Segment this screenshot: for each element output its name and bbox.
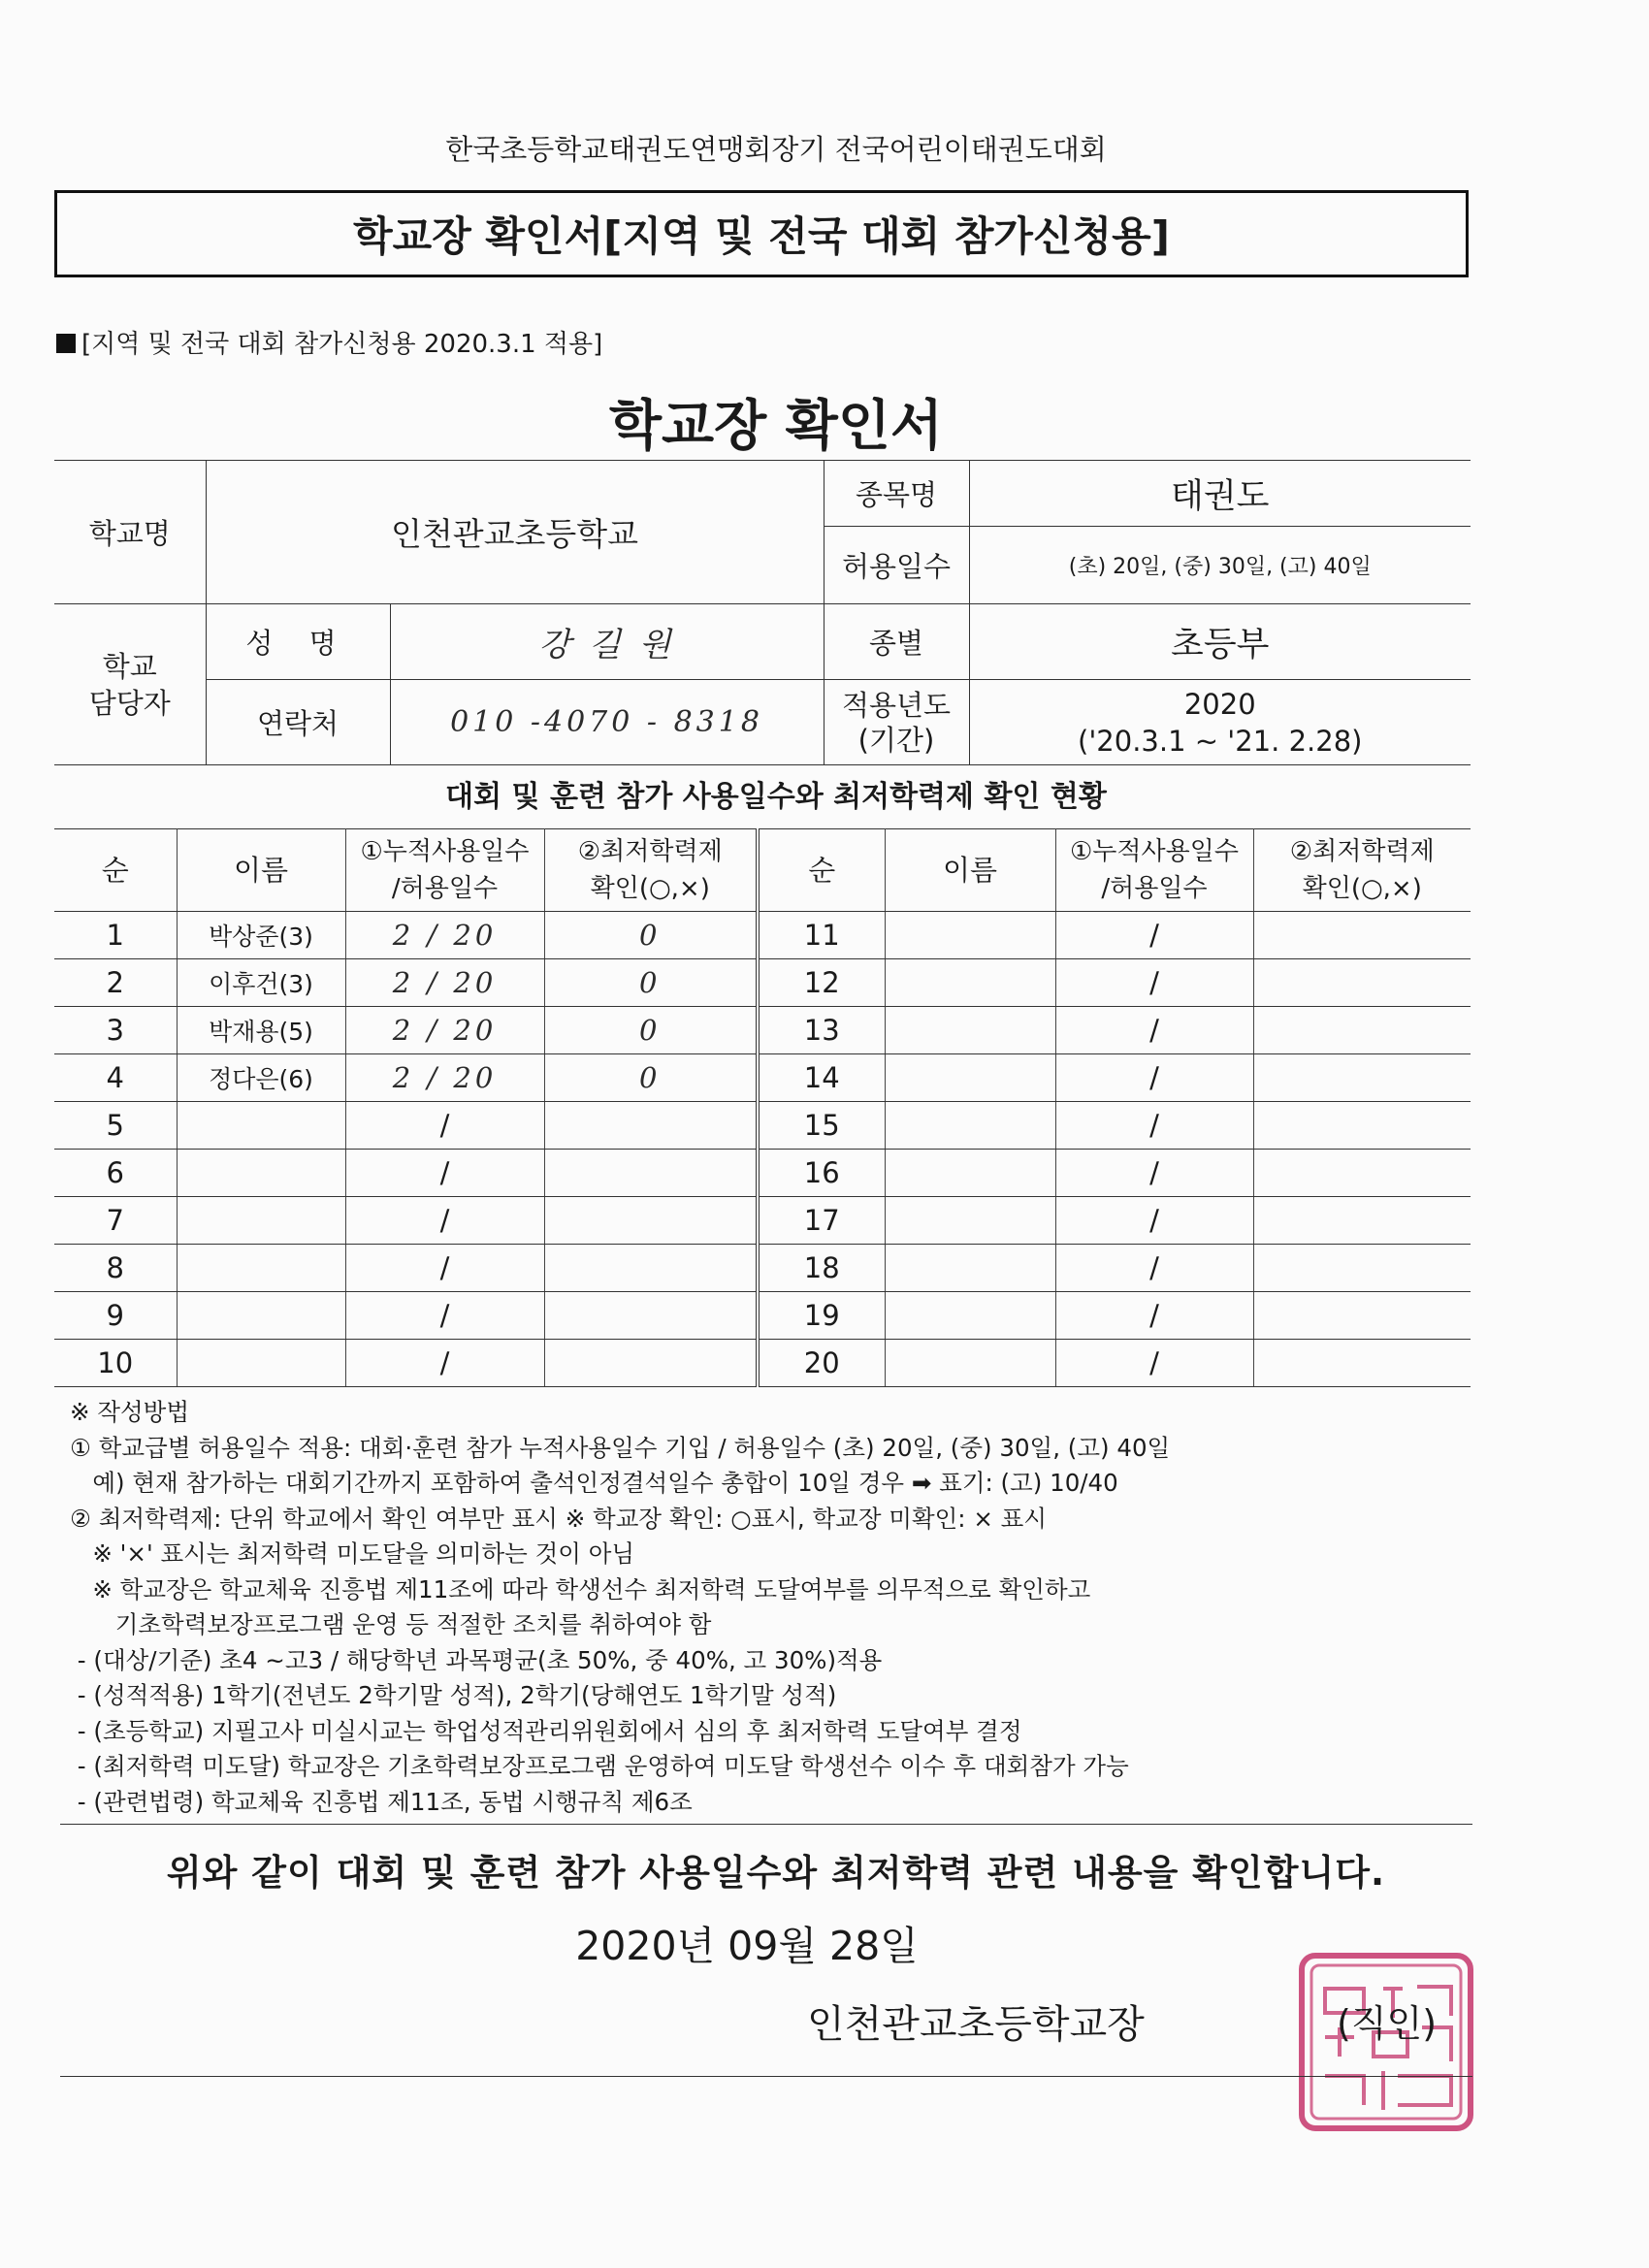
seal-label: (직인) <box>1337 2002 1438 2045</box>
table-row <box>54 959 1471 1007</box>
roster-name-cell <box>177 1150 345 1197</box>
roster-min-cell: 0 <box>544 912 758 959</box>
manager-label: 학교 담당자 <box>54 604 206 765</box>
allowed-days-label: 허용일수 <box>824 527 969 604</box>
page-title: 학교장 확인서 <box>608 395 944 458</box>
box-title: 학교장 확인서[지역 및 전국 대회 참가신청용] <box>353 212 1170 260</box>
roster-min-cell <box>1253 1340 1471 1387</box>
roster-name-cell: 정다은(6) <box>177 1054 345 1102</box>
instruction-line: ① 학교급별 허용일수 적용: 대회·훈련 참가 누적사용일수 기입 / 허용일수 (초) 20일, (중) 30일, (고) 40일 <box>70 1433 1171 1462</box>
roster-name-cell <box>885 1292 1055 1340</box>
roster-name-cell <box>885 912 1055 959</box>
roster-min-cell <box>544 1150 758 1197</box>
roster-no-cell: 1 <box>54 912 177 959</box>
allowed-days-value: (초) 20일, (중) 30일, (고) 40일 <box>969 527 1471 604</box>
roster-no-cell: 15 <box>758 1102 885 1150</box>
roster-days-cell: / <box>345 1102 544 1150</box>
roster-no-cell: 9 <box>54 1292 177 1340</box>
header-name: 이름 <box>177 829 345 912</box>
table-row <box>54 1340 1471 1387</box>
roster-days-cell: 2 / 20 <box>345 959 544 1007</box>
contact-label: 연락처 <box>206 680 390 765</box>
event-value: 태권도 <box>969 461 1471 527</box>
roster-min-cell <box>1253 959 1471 1007</box>
roster-name-cell <box>177 1197 345 1245</box>
roster-name-cell <box>177 1292 345 1340</box>
instruction-line: - (최저학력 미도달) 학교장은 기초학력보장프로그램 운영하여 미도달 학생선수 이수 후 대회참가 가능 <box>70 1752 1129 1780</box>
roster-no-cell: 4 <box>54 1054 177 1102</box>
roster-days-cell: 2 / 20 <box>345 1054 544 1102</box>
table-row <box>54 1197 1471 1245</box>
roster-min-cell <box>1253 1102 1471 1150</box>
roster-no-cell: 19 <box>758 1292 885 1340</box>
roster-name-cell <box>177 1245 345 1292</box>
roster-no-cell: 11 <box>758 912 885 959</box>
organizer-line: 한국초등학교태권도연맹회장기 전국어린이태권도대회 <box>445 133 1107 166</box>
roster-days-cell: / <box>1055 1292 1253 1340</box>
roster-min-cell: 0 <box>544 959 758 1007</box>
header-days: ①누적사용일수 /허용일수 <box>345 829 544 912</box>
instruction-line: ※ 학교장은 학교체육 진흥법 제11조에 따라 학생선수 최저학력 도달여부를 의무적으로 확인하고 <box>70 1574 1091 1604</box>
instruction-line: - (관련법령) 학교체육 진흥법 제11조, 동법 시행규칙 제6조 <box>70 1787 693 1816</box>
roster-min-cell <box>544 1197 758 1245</box>
roster-min-cell <box>1253 1197 1471 1245</box>
roster-name-cell: 박재용(5) <box>177 1007 345 1054</box>
status-section-title: 대회 및 훈련 참가 사용일수와 최저학력제 확인 현황 <box>445 780 1107 814</box>
school-label: 학교명 <box>54 461 206 604</box>
roster-min-cell <box>1253 1054 1471 1102</box>
roster-days-cell: / <box>1055 1007 1253 1054</box>
roster-min-cell <box>544 1245 758 1292</box>
roster-no-cell: 17 <box>758 1197 885 1245</box>
roster-min-cell <box>1253 1150 1471 1197</box>
table-row <box>54 1054 1471 1102</box>
roster-days-cell: / <box>1055 1197 1253 1245</box>
header-no: 순 <box>758 829 885 912</box>
event-label: 종목명 <box>824 461 969 527</box>
instruction-line: 예) 현재 참가하는 대회기간까지 포함하여 출석인정결석일수 총합이 10일 경우 ➡ 표기: (고) 10/40 <box>70 1469 1118 1497</box>
roster-no-cell: 2 <box>54 959 177 1007</box>
roster-days-cell: / <box>1055 1150 1253 1197</box>
roster-min-cell <box>1253 1007 1471 1054</box>
roster-name-cell: 박상준(3) <box>177 912 345 959</box>
instruction-line: ※ '×' 표시는 최저학력 미도달을 의미하는 것이 아님 <box>70 1539 635 1568</box>
header-min-academic: ②최저학력제 확인(○,×) <box>544 829 758 912</box>
apply-note <box>56 324 602 360</box>
roster-min-cell: 0 <box>544 1007 758 1054</box>
roster-name-cell <box>885 1340 1055 1387</box>
table-row <box>54 912 1471 959</box>
roster-days-cell: 2 / 20 <box>345 912 544 959</box>
roster-name-cell <box>885 1150 1055 1197</box>
contact-value: 010 -4070 - 8318 <box>390 680 824 765</box>
instruction-line: ※ 작성방법 <box>70 1398 189 1426</box>
roster-no-cell: 6 <box>54 1150 177 1197</box>
year-value: 2020 <box>1183 687 1256 721</box>
instruction-line: - (초등학교) 지필고사 미실시교는 학업성적관리위원회에서 심의 후 최저학력 도달여부 결정 <box>70 1716 1022 1745</box>
roster-days-cell: / <box>1055 1102 1253 1150</box>
roster-name-cell <box>885 1007 1055 1054</box>
roster-days-cell: / <box>345 1245 544 1292</box>
year-label: 적용년도 (기간) <box>824 680 969 765</box>
roster-min-cell: 0 <box>544 1054 758 1102</box>
signing-date: 2020년 09월 28일 <box>575 1923 919 1969</box>
roster-no-cell: 10 <box>54 1340 177 1387</box>
roster-no-cell: 18 <box>758 1245 885 1292</box>
principal-signature-name: 인천관교초등학교장 <box>807 2002 1145 2047</box>
table-row <box>54 1102 1471 1150</box>
roster-no-cell: 13 <box>758 1007 885 1054</box>
roster-days-cell: / <box>345 1340 544 1387</box>
roster-name-cell <box>885 1197 1055 1245</box>
roster-days-cell: / <box>1055 959 1253 1007</box>
roster-no-cell: 20 <box>758 1340 885 1387</box>
division-value: 초등부 <box>969 604 1471 680</box>
table-row <box>54 1245 1471 1292</box>
apply-note-text: [지역 및 전국 대회 참가신청용 2020.3.1 적용] <box>81 330 603 359</box>
name-label: 성 명 <box>206 604 390 680</box>
table-row <box>54 1007 1471 1054</box>
roster-name-cell <box>885 959 1055 1007</box>
table-row <box>54 1150 1471 1197</box>
instruction-line: ② 최저학력제: 단위 학교에서 확인 여부만 표시 ※ 학교장 확인: ○표시, 학교장 미확인: × 표시 <box>70 1504 1047 1533</box>
divider <box>60 2076 1472 2077</box>
roster-min-cell <box>1253 912 1471 959</box>
roster-no-cell: 3 <box>54 1007 177 1054</box>
roster-no-cell: 16 <box>758 1150 885 1197</box>
bullet-square-icon <box>56 334 76 353</box>
document-title-box <box>54 190 1469 277</box>
divider <box>60 1824 1472 1825</box>
roster-name-cell <box>177 1340 345 1387</box>
roster-min-cell <box>544 1292 758 1340</box>
roster-days-cell: / <box>345 1150 544 1197</box>
instruction-line: - (성적적용) 1학기(전년도 2학기말 성적), 2학기(당해연도 1학기말 성적) <box>70 1681 837 1709</box>
roster-days-cell: / <box>1055 912 1253 959</box>
header-no: 순 <box>54 829 177 912</box>
roster-days-cell: / <box>1055 1245 1253 1292</box>
roster-no-cell: 12 <box>758 959 885 1007</box>
year-cell <box>969 680 1471 765</box>
header-min-academic: ②최저학력제 확인(○,×) <box>1253 829 1471 912</box>
roster-body <box>54 912 1471 1387</box>
table-row <box>54 1292 1471 1340</box>
roster-days-cell: / <box>1055 1054 1253 1102</box>
roster-no-cell: 7 <box>54 1197 177 1245</box>
roster-name-cell <box>885 1245 1055 1292</box>
header-name: 이름 <box>885 829 1055 912</box>
roster-name-cell: 이후건(3) <box>177 959 345 1007</box>
roster-days-cell: / <box>1055 1340 1253 1387</box>
roster-table <box>54 828 1471 1387</box>
manager-name-value: 강 길 원 <box>390 604 824 680</box>
instruction-line: 기초학력보장프로그램 운영 등 적절한 조치를 취하여야 함 <box>70 1610 712 1638</box>
roster-min-cell <box>1253 1292 1471 1340</box>
roster-no-cell: 8 <box>54 1245 177 1292</box>
confirmation-statement: 위와 같이 대회 및 훈련 참가 사용일수와 최저학력 관련 내용을 확인합니다. <box>166 1852 1386 1894</box>
roster-name-cell <box>885 1054 1055 1102</box>
roster-min-cell <box>1253 1245 1471 1292</box>
instructions <box>70 1395 1486 1820</box>
roster-min-cell <box>544 1102 758 1150</box>
roster-days-cell: / <box>345 1292 544 1340</box>
roster-no-cell: 5 <box>54 1102 177 1150</box>
school-value: 인천관교초등학교 <box>206 461 824 604</box>
division-label: 종별 <box>824 604 969 680</box>
roster-no-cell: 14 <box>758 1054 885 1102</box>
roster-days-cell: / <box>345 1197 544 1245</box>
roster-days-cell: 2 / 20 <box>345 1007 544 1054</box>
roster-min-cell <box>544 1340 758 1387</box>
instruction-line: - (대상/기준) 초4 ~고3 / 해당학년 과목평균(초 50%, 중 40%, 고 30%)적용 <box>70 1645 883 1674</box>
school-info-table <box>54 460 1471 765</box>
period-value: ('20.3.1 ~ '21. 2.28) <box>1078 724 1363 758</box>
roster-name-cell <box>177 1102 345 1150</box>
roster-name-cell <box>885 1102 1055 1150</box>
header-days: ①누적사용일수 /허용일수 <box>1055 829 1253 912</box>
